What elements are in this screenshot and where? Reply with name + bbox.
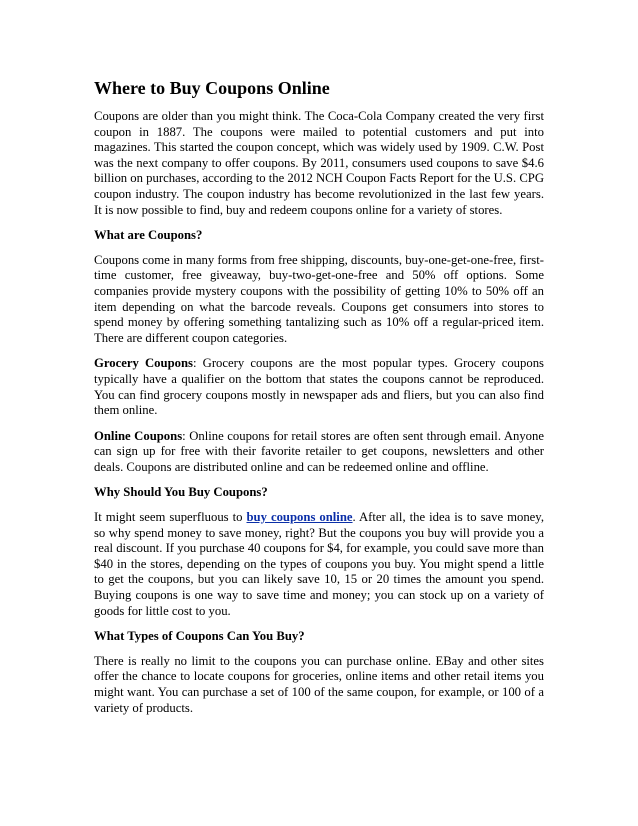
- grocery-coupons-text: : Grocery coupons are the most popular types. Grocery coupons typically have a qualifier on the bottom that states the coupons cannot be reproduced. You can find grocery coupons mostly in newspaper ads and fliers, but you can also find them online.: [94, 356, 544, 418]
- what-are-coupons-heading: What are Coupons?: [94, 228, 203, 243]
- online-coupons-text: : Online coupons for retail stores are often sent through email. Anyone can sign up for free with their favorite retailer to get coupons, newsletters and other deals. Coupons are distributed online and can be redeemed online and offline.: [94, 428, 544, 474]
- page-title: Where to Buy Coupons Online: [94, 78, 330, 98]
- coupon-types-paragraph: There is really no limit to the coupons you can purchase online. EBay and other sites offer the chance to locate coupons for groceries, online items and other retail items you might want. You can purchase a set of 100 of the same coupon, for example, or 100 of a variety of products.: [94, 653, 544, 715]
- document-page: [94, 77, 544, 726]
- online-coupons-label: Online Coupons: [94, 428, 183, 443]
- why-buy-coupons-heading: Why Should You Buy Coupons?: [94, 485, 268, 500]
- grocery-coupons-paragraph: [94, 356, 544, 418]
- why-buy-coupons-paragraph: [94, 510, 544, 619]
- buy-coupons-online-link[interactable]: buy coupons online: [246, 510, 353, 525]
- why-text-after-link: . After all, the idea is to save money, so why spend money to save money, right? But the coupons you buy will provide you a real discount. If you purchase 40 coupons for $4, for example, you could save more than $40 in the stores, depending on the types of coupons you buy. You might spend a little to get the coupons, but you can likely save 10, 15 or 20 times the amount you spend. Buying coupons is one way to save time and money; you can stock up on a variety of goods for little cost to you.: [94, 510, 545, 618]
- grocery-coupons-label: Grocery Coupons: [94, 356, 193, 371]
- online-coupons-paragraph: [94, 429, 544, 476]
- what-are-coupons-paragraph: Coupons come in many forms from free shipping, discounts, buy-one-get-one-free, first-time customer, free giveaway, buy-two-get-one-free and 50% off options. Some companies provide mystery coupons with the possibility of getting 10% to 50% off an item depending on what the barcode reveals. Coupons get consumers into stores to spend money by offering something tantalizing such as 10% off a regular-priced item. There are different coupon categories.: [94, 252, 544, 345]
- intro-paragraph: Coupons are older than you might think. The Coca-Cola Company created the very first coupon in 1887. The coupons were mailed to potential customers and put into magazines. This started the coupon concept, which was widely used by 1909. C.W. Post was the next company to offer coupons. By 2011, consumers used coupons to save $4.6 billion on purchases, according to the 2012 NCH Coupon Facts Report for the U.S. CPG coupon industry. The coupon industry has become revolutionized in the last few years. It is now possible to find, buy and redeem coupons online for a variety of stores.: [94, 109, 545, 217]
- why-text-before-link: It might seem superfluous to: [94, 510, 247, 525]
- coupon-types-heading: What Types of Coupons Can You Buy?: [94, 629, 305, 644]
